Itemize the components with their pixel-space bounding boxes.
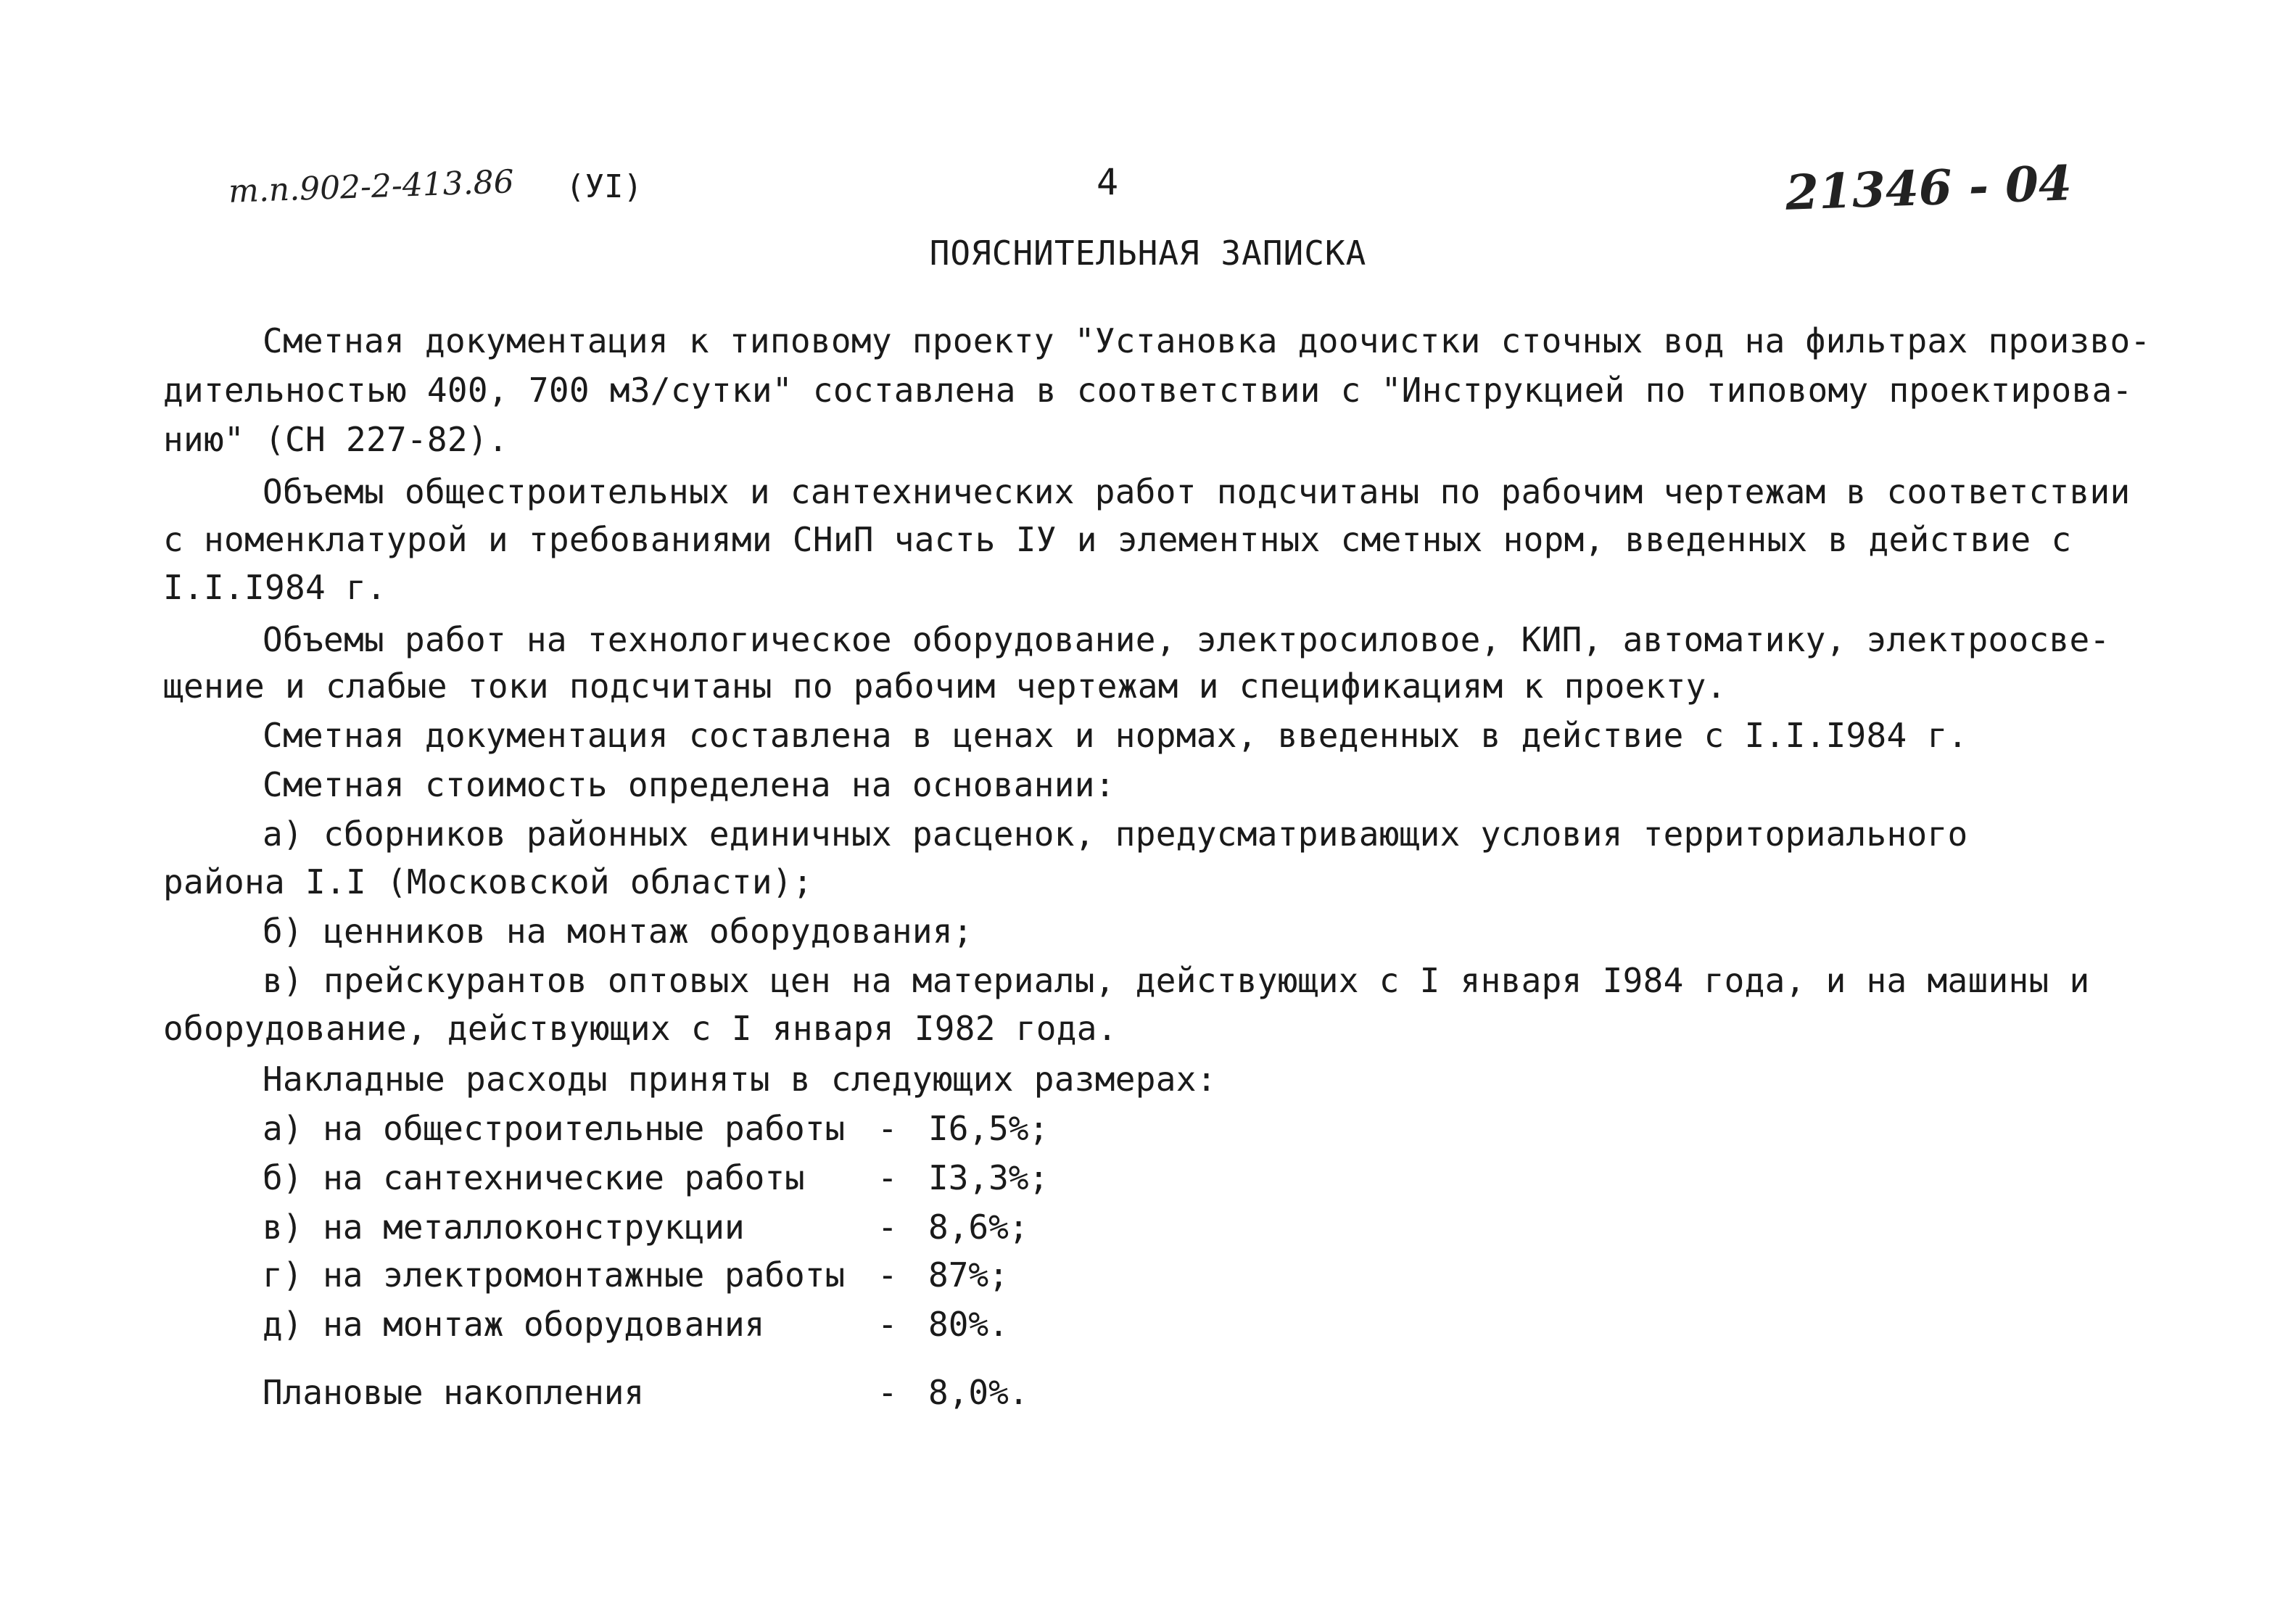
rate-dash: - [877,1305,898,1344]
rate-value: 8,6%; [928,1208,1029,1247]
rate-label: б) на сантехнические работы [263,1158,805,1197]
paragraph-line: щение и слабые токи подсчитаны по рабочим чертежам и спецификациям к проекту. [163,666,1727,706]
paragraph-line: Сметная стоимость определена на основании: [263,765,1115,804]
rate-value: I6,5%; [928,1109,1049,1148]
page-number: 4 [1097,161,1119,203]
paragraph-line: Накладные расходы приняты в следующих размерах: [263,1060,1217,1099]
planned-dash: - [877,1373,898,1412]
paragraph-line: дительностью 400, 700 м3/сутки" составлена в соответствии с "Инструкцией по типовому проектирова- [163,371,2133,410]
paragraph-line: нию" (СН 227-82). [163,420,508,459]
rate-label: в) на металлоконструкции [263,1208,745,1247]
inventory-number: 21346 - 04 [1784,154,2073,221]
rate-label: г) на электромонтажные работы [263,1255,846,1295]
paragraph-line: Сметная документация составлена в ценах и нормах, введенных в действие с I.I.I984 г. [263,716,1968,755]
planned-label: Плановые накопления [263,1373,645,1412]
paragraph-line: Сметная документация к типовому проекту "Установка доочистки сточных вод на фильтрах произво- [263,321,2151,360]
rate-value: I3,3%; [928,1158,1049,1197]
planned-value: 8,0%. [928,1373,1029,1412]
page-title: ПОЯСНИТЕЛЬНАЯ ЗАПИСКА [929,234,1367,273]
list-item: района I.I (Московской области); [163,862,813,901]
paragraph-line: Объемы общестроительных и сантехнических работ подсчитаны по рабочим чертежам в соответствии [263,472,2131,511]
list-item: б) ценников на монтаж оборудования; [263,912,973,951]
rate-value: 87%; [928,1255,1009,1295]
rate-dash: - [877,1158,898,1197]
list-item: в) прейскурантов оптовых цен на материалы, действующих с I января I984 года, и на машины и [263,961,2090,1000]
paragraph-line: с номенклатурой и требованиями СНиП часть IУ и элементных сметных норм, введенных в действие с [163,520,2072,559]
rate-value: 80%. [928,1305,1009,1344]
paragraph-line: Объемы работ на технологическое оборудование, электросиловое, КИП, автоматику, электроосве- [263,620,2110,659]
list-item: оборудование, действующих с I января I982 года. [163,1009,1118,1048]
rate-dash: - [877,1208,898,1247]
rate-label: а) на общестроительные работы [263,1109,846,1148]
volume-mark: (УI) [566,168,643,205]
rate-label: д) на монтаж оборудования [263,1305,765,1344]
rate-dash: - [877,1109,898,1148]
rate-dash: - [877,1255,898,1295]
paragraph-line: I.I.I984 г. [163,568,387,607]
list-item: а) сборников районных единичных расценок, предусматривающих условия территориального [263,814,1968,854]
document-code: т.п.902-2-413.86 [228,163,515,210]
